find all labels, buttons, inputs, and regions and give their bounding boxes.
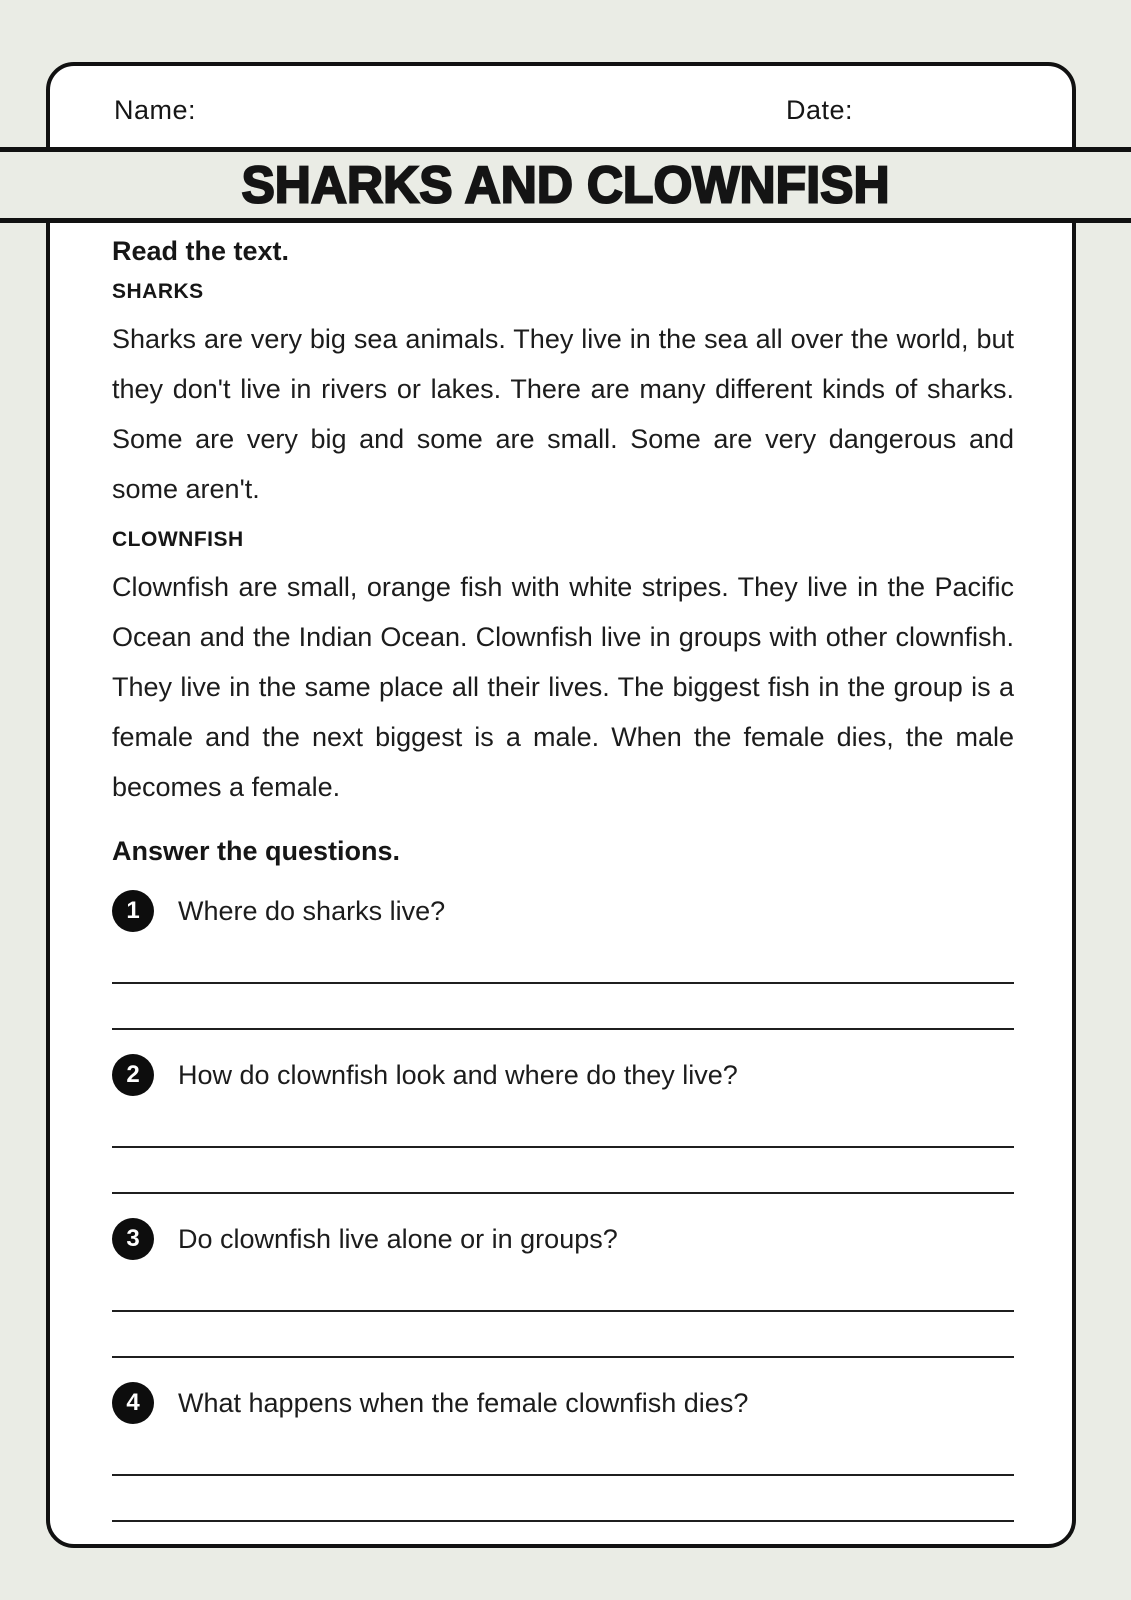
question-text: What happens when the female clownfish dies?	[178, 1387, 749, 1418]
answer-instruction: Answer the questions.	[112, 836, 401, 866]
paragraph-clownfish: Clownfish are small, orange fish with white stripes. They live in the Pacific Ocean and the Indian Ocean. Clownfish live in groups with other clownfish. They live in the same place all their lives. The biggest fish in the group is a female and the next biggest is a male. When the female dies, the male becomes a female.	[112, 572, 1014, 802]
question-text: How do clownfish look and where do they live?	[178, 1059, 738, 1090]
name-field-label: Name:	[114, 94, 197, 125]
question-number-badge: 1	[112, 890, 154, 932]
paragraph-sharks: Sharks are very big sea animals. They live in the sea all over the world, but they don't live in rivers or lakes. There are many different kinds of sharks. Some are very big and some are small. Some are very dangerous and some aren't.	[112, 324, 1014, 504]
question-text: Do clownfish live alone or in groups?	[178, 1223, 618, 1254]
answer-line	[112, 1520, 1014, 1522]
read-instruction: Read the text.	[112, 236, 290, 266]
answer-line	[112, 982, 1014, 984]
answer-line	[112, 1310, 1014, 1312]
question-item-3	[112, 1218, 1014, 1358]
answer-line	[112, 1474, 1014, 1476]
question-item-1	[112, 890, 1014, 1030]
question-item-2	[112, 1054, 1014, 1194]
answer-line	[112, 1146, 1014, 1148]
section-heading-sharks: SHARKS	[112, 280, 204, 303]
answer-line	[112, 1356, 1014, 1358]
section-heading-clownfish: CLOWNFISH	[112, 528, 244, 551]
question-number-badge: 4	[112, 1382, 154, 1424]
answer-line	[112, 1192, 1014, 1194]
worksheet-body	[46, 218, 1076, 1548]
question-item-4	[112, 1382, 1014, 1522]
date-field-label: Date:	[786, 94, 854, 125]
title-banner	[0, 147, 1131, 223]
question-number-badge: 3	[112, 1218, 154, 1260]
worksheet-title: SHARKS AND CLOWNFISH	[241, 155, 890, 215]
name-date-box	[46, 62, 1076, 158]
answer-line	[112, 1028, 1014, 1030]
question-text: Where do sharks live?	[178, 895, 446, 926]
question-number-badge: 2	[112, 1054, 154, 1096]
